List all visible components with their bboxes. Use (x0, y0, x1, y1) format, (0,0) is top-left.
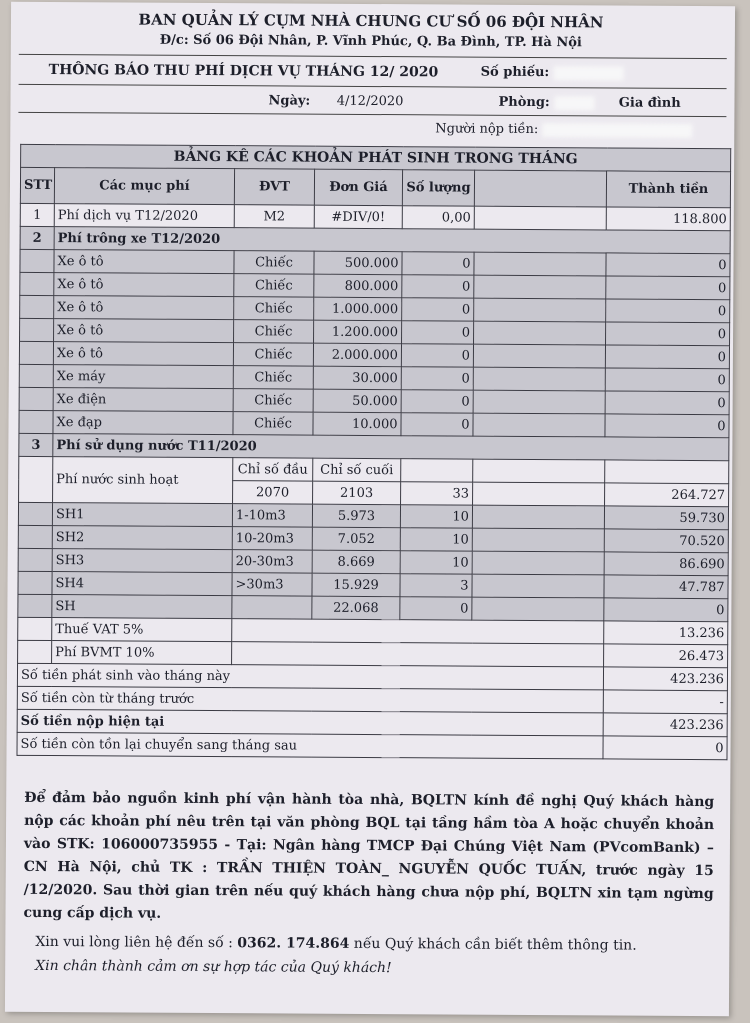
tier-price: 15.929 (312, 573, 400, 597)
row-item: Xe ô tô (54, 296, 234, 320)
col-unit: ĐVT (234, 169, 314, 205)
row-total: 0 (605, 345, 729, 369)
row-total: 0 (606, 299, 730, 323)
section-title: Phí sử dụng nước T11/2020 (53, 434, 729, 461)
summary-label: Số tiền nộp hiện tại (17, 709, 603, 736)
col-qty: Số lượng (402, 170, 474, 206)
redacted-ticket-number (554, 66, 624, 80)
tier-price: 8.669 (312, 550, 400, 574)
contact-line (35, 934, 636, 954)
tier-qty: 10 (400, 528, 472, 551)
org-name: BAN QUẢN LÝ CỤM NHÀ CHUNG CƯ SỐ 06 ĐỘI NHÂN (138, 10, 604, 32)
payer-row (435, 121, 692, 138)
tier-range: 1-10m3 (232, 504, 312, 527)
section-title: Phí trông xe T12/2020 (54, 227, 730, 254)
summary-label: Số tiền còn tồn lại chuyển sang tháng sau (17, 732, 603, 759)
tier-qty: 3 (400, 574, 472, 597)
row-qty: 0 (402, 252, 474, 275)
row-unit: Chiếc (234, 297, 314, 320)
table-header-row (20, 167, 730, 207)
tier-price: 5.973 (312, 504, 400, 528)
row-qty: 0 (402, 321, 474, 344)
tier-total: 0 (604, 598, 728, 622)
tier-name: SH4 (52, 572, 232, 596)
tier-range: 20-30m3 (232, 550, 312, 573)
row-unit: Chiếc (233, 389, 313, 412)
row-qty: 0 (401, 413, 473, 436)
row-item: Xe máy (53, 365, 233, 389)
fee-table (16, 144, 731, 760)
date-label: Ngày: (268, 93, 311, 109)
room-label: Phòng: (498, 94, 550, 111)
row-item: Phí dịch vụ T12/2020 (54, 204, 234, 228)
water-total: 264.727 (605, 483, 729, 507)
row-item: Xe đạp (53, 411, 233, 435)
tier-qty: 10 (400, 551, 472, 574)
vat-total: 13.236 (604, 621, 728, 645)
row-unit: Chiếc (234, 320, 314, 343)
row-total: 0 (606, 322, 730, 346)
row-qty: 0 (402, 275, 474, 298)
row-total: 0 (605, 368, 729, 392)
meter-end-label: Chỉ số cuối (313, 458, 401, 482)
tier-range (232, 596, 312, 619)
section-stt: 3 (19, 433, 53, 456)
ticket-number (481, 65, 624, 81)
tier-qty: 0 (400, 597, 472, 620)
row-stt: 1 (20, 203, 54, 226)
divider (18, 112, 726, 117)
row-item: Xe ô tô (54, 273, 234, 297)
row-total: 118.800 (606, 207, 730, 231)
water-meter-header-row (19, 456, 729, 483)
row-qty: 0 (401, 344, 473, 367)
row-total: 0 (606, 276, 730, 300)
family-label: Gia đình (618, 95, 681, 111)
date-value: 4/12/2020 (336, 93, 404, 110)
summary-value: 423.236 (603, 667, 727, 691)
meter-end-value: 2103 (313, 481, 401, 505)
row-item: Xe ô tô (54, 250, 234, 274)
summary-value: 0 (603, 736, 727, 760)
summary-value: 423.236 (603, 713, 727, 737)
redacted-payer-name (542, 123, 692, 138)
ticket-label: Số phiếu: (480, 64, 550, 81)
tier-price: 7.052 (312, 527, 400, 551)
summary-label: Số tiền phát sinh vào tháng này (17, 663, 603, 690)
row-total: 0 (606, 253, 730, 277)
row-item: Xe ô tô (53, 342, 233, 366)
row-qty: 0 (401, 390, 473, 413)
summary-row (17, 732, 727, 759)
date-row (268, 93, 403, 109)
row-qty: 0 (402, 298, 474, 321)
fee-notice-sheet (5, 2, 735, 1016)
row-price: 1.200.000 (314, 320, 402, 344)
water-qty: 33 (401, 482, 473, 505)
phone-number: 0362. 174.864 (237, 935, 350, 952)
col-total: Thành tiền (606, 171, 730, 208)
col-price: Đơn Giá (314, 169, 402, 206)
redacted-room-number (554, 96, 594, 110)
row-total: 0 (605, 414, 729, 438)
row-qty: 0,00 (402, 206, 474, 229)
row-item: Xe điện (53, 388, 233, 412)
row-unit: Chiếc (234, 251, 314, 274)
contact-prefix: Xin vui lòng liên hệ đến số : (35, 933, 233, 952)
env-fee-total: 26.473 (604, 644, 728, 668)
row-price: 2.000.000 (313, 343, 401, 367)
col-blank (474, 170, 606, 207)
row-qty: 0 (401, 367, 473, 390)
summary-label: Số tiền còn từ tháng trước (17, 686, 603, 713)
tier-name: SH (52, 595, 232, 619)
section-stt: 2 (20, 226, 54, 249)
row-unit: Chiếc (233, 343, 313, 366)
row-price: 1.000.000 (314, 297, 402, 321)
notice-title: THÔNG BÁO THU PHÍ DỊCH VỤ THÁNG 12/ 2020 (48, 62, 439, 81)
tier-range: >30m3 (232, 573, 312, 596)
divider (19, 84, 727, 89)
tier-name: SH2 (52, 526, 232, 550)
tier-range: 10-20m3 (232, 527, 312, 550)
contact-suffix: nếu Quý khách cần biết thêm thông tin. (353, 935, 637, 954)
meter-start-value: 2070 (233, 481, 313, 504)
tier-name: SH3 (52, 549, 232, 573)
row-item: Xe ô tô (54, 319, 234, 343)
row-unit: Chiếc (233, 366, 313, 389)
row-unit: M2 (234, 205, 314, 228)
tier-qty: 10 (400, 505, 472, 528)
row-price: 10.000 (313, 412, 401, 436)
tier-total: 86.690 (604, 552, 728, 576)
table-title: BẢNG KÊ CÁC KHOẢN PHÁT SINH TRONG THÁNG (21, 144, 731, 171)
col-item: Các mục phí (54, 168, 234, 205)
row-total: 0 (605, 391, 729, 415)
thank-you-line: Xin chân thành cảm ơn sự hợp tác của Quý khách! (35, 957, 392, 977)
vat-label: Thuế VAT 5% (52, 618, 232, 642)
env-fee-label: Phí BVMT 10% (52, 641, 232, 665)
tier-name: SH1 (52, 503, 232, 527)
tier-total: 47.787 (604, 575, 728, 599)
payer-label: Người nộp tiền: (435, 121, 539, 138)
room-row (498, 95, 680, 111)
tier-total: 59.730 (604, 506, 728, 530)
row-price: 30.000 (313, 366, 401, 390)
col-stt: STT (20, 167, 54, 203)
org-address: Đ/c: Số 06 Đội Nhân, P. Vĩnh Phúc, Q. Ba Đình, TP. Hà Nội (159, 32, 582, 51)
row-price: #DIV/0! (314, 205, 402, 229)
summary-value: - (603, 690, 727, 714)
meter-start-label: Chỉ số đầu (233, 458, 313, 481)
water-label: Phí nước sinh hoạt (53, 457, 233, 504)
tier-total: 70.520 (604, 529, 728, 553)
divider (19, 54, 727, 59)
row-price: 50.000 (313, 389, 401, 413)
row-unit: Chiếc (234, 274, 314, 297)
payment-note: Để đảm bảo nguồn kinh phí vận hành tòa nhà, BQLTN kính đề nghị Quý khách hàng nộp các khoản phí nêu trên tại văn phòng BQL tại tầng hầm tòa A hoặc chuyển khoản vào STK: 106000735955 - Tại: Ngân hàng TMCP Đại Chúng Việt Nam (PVcomBank) – CN Hà Nội, chủ TK : TRẦN THIỆN TOÀN_ NGUYỄN QUỐC TUẤN, trước ngày 15 /12/2020. Sau thời gian trên nếu quý khách hàng chưa nộp phí, BQLTN xin tạm ngừng cung cấp dịch vụ. (23, 789, 715, 922)
tier-price: 22.068 (312, 596, 400, 620)
row-unit: Chiếc (233, 412, 313, 435)
row-price: 800.000 (314, 274, 402, 298)
row-price: 500.000 (314, 251, 402, 275)
